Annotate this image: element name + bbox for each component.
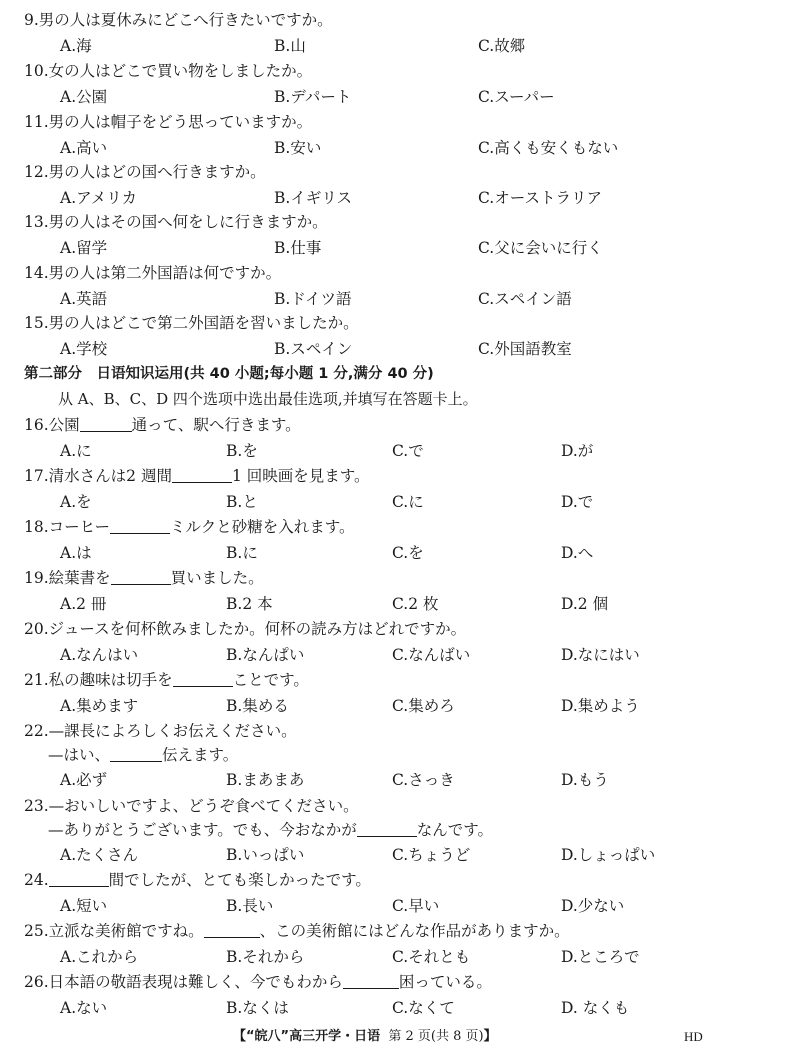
question-12 (0, 160, 800, 184)
question-stem-after: 買いました。 (170, 569, 264, 587)
question-10 (0, 59, 800, 83)
question-stem: 22.—課長によろしくお伝えください。 (24, 722, 297, 740)
answer-blank (110, 745, 162, 762)
option-b: B.と (226, 493, 258, 511)
question-18 (0, 515, 800, 539)
option-c: C.に (392, 493, 424, 511)
question-22-options (0, 768, 800, 792)
question-18-options (0, 541, 800, 565)
footer-bracket-right: 】 (483, 1029, 497, 1044)
footer-bracket-left: 【 (233, 1029, 247, 1044)
option-b: B.安い (274, 139, 322, 157)
option-c: C.で (392, 442, 424, 460)
option-b: B.まあまあ (226, 771, 305, 789)
question-19 (0, 566, 800, 590)
question-stem-before: 25.立派な美術館ですね。 (24, 922, 204, 940)
option-a: A.公園 (60, 88, 108, 106)
question-22 (0, 719, 800, 743)
answer-blank (173, 670, 233, 687)
option-b: B.を (226, 442, 258, 460)
question-stem: 14.男の人は第二外国語は何ですか。 (24, 264, 282, 282)
question-11-options (0, 136, 800, 160)
option-a: A.に (60, 442, 92, 460)
question-stem-before: 21.私の趣味は切手を (24, 671, 173, 689)
question-17 (0, 464, 800, 488)
section-title: 第二部分 日语知识运用(共 40 小题;每小题 1 分,满分 40 分) (24, 366, 434, 382)
option-c: C.スーパー (478, 88, 555, 106)
option-a: A.海 (60, 37, 92, 55)
dialogue-before: —はい、 (48, 746, 111, 764)
section-instruction: 从 A、B、C、D 四个选项中选出最佳选项,并填写在答题卡上。 (58, 390, 478, 408)
question-9-options (0, 34, 800, 58)
question-stem-after: 、この美術館にはどんな作品がありますか。 (259, 922, 570, 940)
question-stem-after: 通って、駅へ行きます。 (131, 416, 301, 434)
footer-title: “皖八”高三开学・日语 (246, 1029, 381, 1044)
question-13 (0, 210, 800, 234)
option-a: A.集めます (60, 697, 139, 715)
question-13-options (0, 236, 800, 260)
option-a: A.は (60, 544, 92, 562)
option-b: B.長い (226, 897, 274, 915)
question-10-options (0, 85, 800, 109)
answer-blank (110, 517, 170, 534)
question-stem: 10.女の人はどこで買い物をしましたか。 (24, 62, 313, 80)
option-b: B.なくは (226, 999, 289, 1017)
option-b: B.に (226, 544, 258, 562)
question-stem-before: 26.日本語の敬語表現は難しく、今でもわから (24, 973, 343, 991)
answer-blank (172, 466, 232, 483)
option-b: B.イギリス (274, 189, 353, 207)
question-25 (0, 919, 800, 943)
option-d: D.少ない (561, 897, 625, 915)
option-b: B.集める (226, 697, 289, 715)
option-c: C.なくて (392, 999, 455, 1017)
question-20 (0, 617, 800, 641)
option-b: B.ドイツ語 (274, 290, 352, 308)
option-c: C.早い (392, 897, 440, 915)
option-b: B.仕事 (274, 239, 322, 257)
question-15-options (0, 337, 800, 361)
answer-blank (80, 415, 132, 432)
option-d: D.へ (561, 544, 594, 562)
option-a: A.2 冊 (60, 595, 107, 613)
option-a: A.たくさん (60, 846, 139, 864)
dialogue-before: —ありがとうございます。でも、今おなかが (48, 821, 357, 839)
option-c: C.それとも (392, 948, 471, 966)
option-c: C.故郷 (478, 37, 526, 55)
question-20-options (0, 643, 800, 667)
option-c: C.外国語教室 (478, 340, 572, 358)
footer-page-info: 第 2 页(共 8 页) (388, 1029, 484, 1044)
question-14-options (0, 287, 800, 311)
page-footer (233, 1027, 497, 1047)
option-a: A.なんはい (60, 646, 139, 664)
question-21-options (0, 694, 800, 718)
question-stem-after: ことです。 (232, 671, 309, 689)
option-a: A.ない (60, 999, 108, 1017)
question-stem-before: 16.公園 (24, 416, 80, 434)
question-stem: 9.男の人は夏休みにどこへ行きたいですか。 (24, 11, 333, 29)
answer-blank (357, 820, 417, 837)
question-19-options (0, 592, 800, 616)
question-24-options (0, 894, 800, 918)
option-a: A.を (60, 493, 92, 511)
question-23-line2 (0, 818, 800, 842)
dialogue-after: 伝えます。 (162, 746, 239, 764)
option-a: A.短い (60, 897, 108, 915)
option-b: B.いっぱい (226, 846, 305, 864)
option-b: B.山 (274, 37, 306, 55)
question-stem-before: 18.コーヒー (24, 518, 111, 536)
question-14 (0, 261, 800, 285)
question-stem-after: 1 回映画を見ます。 (231, 467, 370, 485)
option-a: A.学校 (60, 340, 108, 358)
question-26 (0, 970, 800, 994)
option-a: A.留学 (60, 239, 108, 257)
option-c: C.なんばい (392, 646, 471, 664)
option-a: A.これから (60, 948, 139, 966)
answer-blank (111, 568, 171, 585)
question-stem-after: 困っている。 (398, 973, 492, 991)
option-c: C.さっき (392, 771, 455, 789)
question-16-options (0, 439, 800, 463)
option-d: D.集めよう (561, 697, 640, 715)
question-23 (0, 794, 800, 818)
option-c: C.を (392, 544, 424, 562)
question-12-options (0, 186, 800, 210)
answer-blank (343, 972, 399, 989)
question-9 (0, 8, 800, 32)
question-15 (0, 311, 800, 335)
option-a: A.高い (60, 139, 108, 157)
option-d: D.しょっぱい (561, 846, 656, 864)
question-21 (0, 668, 800, 692)
question-11 (0, 110, 800, 134)
question-25-options (0, 945, 800, 969)
option-b: B.デパート (274, 88, 352, 106)
question-17-options (0, 490, 800, 514)
footer-code: HD (684, 1029, 703, 1044)
answer-blank (204, 921, 260, 938)
question-26-options (0, 996, 800, 1020)
option-b: B.スペイン (274, 340, 353, 358)
question-stem: 20.ジュースを何杯飲みましたか。何杯の読み方はどれですか。 (24, 620, 467, 638)
option-c: C.オーストラリア (478, 189, 602, 207)
question-22-line2 (0, 743, 800, 767)
option-c: C.2 枚 (392, 595, 439, 613)
question-stem: 12.男の人はどの国へ行きますか。 (24, 163, 266, 181)
option-c: C.高くも安くもない (478, 139, 619, 157)
option-a: A.アメリカ (60, 189, 138, 207)
question-stem-after: ミルクと砂糖を入れます。 (170, 518, 355, 536)
option-b: B.なんぱい (226, 646, 305, 664)
option-b: B.2 本 (226, 595, 273, 613)
option-c: C.父に会いに行く (478, 239, 603, 257)
question-stem: 15.男の人はどこで第二外国語を習いましたか。 (24, 314, 359, 332)
option-d: D.もう (561, 771, 609, 789)
option-a: A.必ず (60, 771, 108, 789)
option-d: D.2 個 (561, 595, 609, 613)
question-stem: 11.男の人は帽子をどう思っていますか。 (24, 113, 313, 131)
option-c: C.集めろ (392, 697, 455, 715)
question-stem-before: 24. (24, 871, 49, 889)
question-stem-before: 19.絵葉書を (24, 569, 111, 587)
option-a: A.英語 (60, 290, 108, 308)
option-c: C.ちょうど (392, 846, 471, 864)
option-d: D. なくも (561, 999, 630, 1017)
option-c: C.スペイン語 (478, 290, 572, 308)
question-16 (0, 413, 800, 437)
option-d: D.で (561, 493, 594, 511)
question-stem-after: 間でしたが、とても楽しかったです。 (108, 871, 371, 889)
answer-blank (49, 870, 109, 887)
option-d: D.が (561, 442, 594, 460)
option-d: D.なにはい (561, 646, 640, 664)
question-stem: 13.男の人はその国へ何をしに行きますか。 (24, 213, 328, 231)
dialogue-after: なんです。 (416, 821, 494, 839)
question-stem-before: 17.清水さんは2 週間 (24, 467, 172, 485)
question-23-options (0, 843, 800, 867)
option-d: D.ところで (561, 948, 640, 966)
option-b: B.それから (226, 948, 305, 966)
question-24 (0, 868, 800, 892)
question-stem: 23.—おいしいですよ、どうぞ食べてください。 (24, 797, 359, 815)
